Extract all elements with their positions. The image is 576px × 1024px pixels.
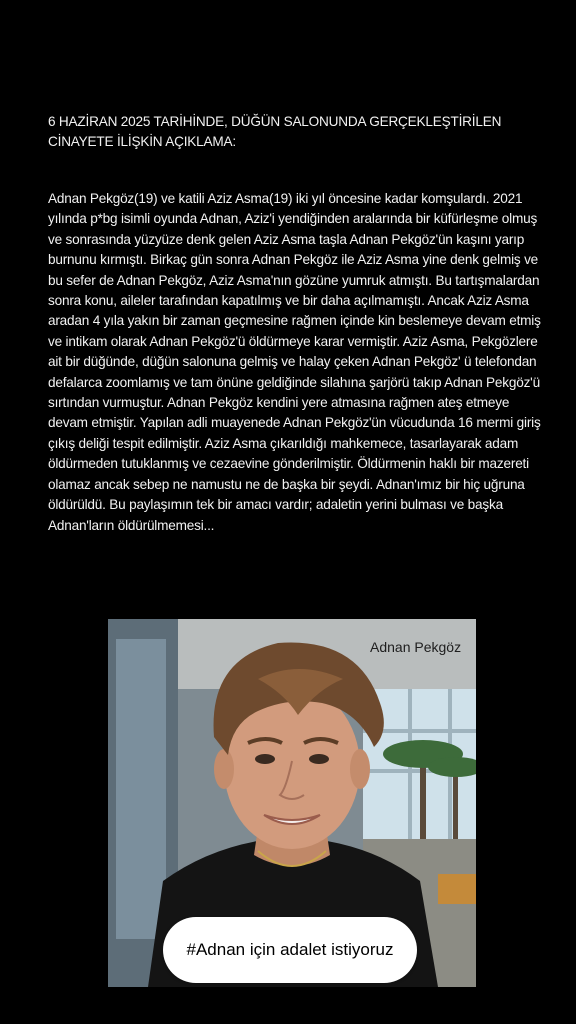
photo-caption: Adnan Pekgöz bbox=[370, 639, 462, 655]
statement-text-block bbox=[48, 112, 548, 536]
statement-headline: 6 HAZİRAN 2025 TARİHİNDE, DÜĞÜN SALONUNDA GERÇEKLEŞTİRİLEN CİNAYETE İLİŞKİN AÇIKLAMA: bbox=[48, 114, 502, 149]
statement-body: Adnan Pekgöz(19) ve katili Aziz Asma(19) iki yıl öncesine kadar komşulardı. 2021 yılında p*bg isimli oyunda Adnan, Aziz'i yendiğinden aralarında bir küfürleşme olmuş ve sonrasında yüzyüze denk gelen Aziz Asma taşla Adnan Pekgöz'ün kaşını yarıp burnunu kırmıştı. Birkaç gün sonra Adnan Pekgöz ile Aziz Asma yine denk gelmiş ve bu sefer de Adnan Pekgöz, Aziz Asma'nın gözüne yumruk atmıştı. Bu tartışmalardan sonra konu, aileler tarafından kapatılmış ve bir daha açılmamıştı. Ancak Aziz Asma aradan 4 yıla yakın bir zaman geçmesine rağmen içinde kin beslemeye devam etmiş ve intikam olarak Adnan Pekgöz'ü öldürmeye karar vermiştir. Aziz Asma, Pekgözlere ait bir düğünde, düğün salonuna gelmiş ve halay çeken Adnan Pekgöz' ü telefondan defalarca zoomlamış ve tam önüne geldiğinde silahına şarjörü takıp Adnan Pekgöz'ü sırtından vurmuştur. Adnan Pekgöz kendini yere atmasına rağmen ateş etmeye devam etmiştir. Yapılan adli muayenede Adnan Pekgöz'ün vücudunda 16 mermi giriş çıkış deliği tespit edilmiştir. Aziz Asma çıkarıldığı mahkemece, tasarlayarak adam öldürmeden tutuklanmış ve cezaevine gönderilmiştir. Öldürmenin haklı bir mazereti olamaz ancak sebep ne namustu ne de başka bir şeydi. Adnan'ımız bir hiç uğruna öldürüldü. Bu paylaşımın tek bir amacı vardır; adaletin yerini bulması ve başka Adnan'ların öldürülmemesi... bbox=[48, 191, 541, 533]
hashtag-sticker[interactable]: #Adnan için adalet istiyoruz bbox=[163, 917, 417, 983]
